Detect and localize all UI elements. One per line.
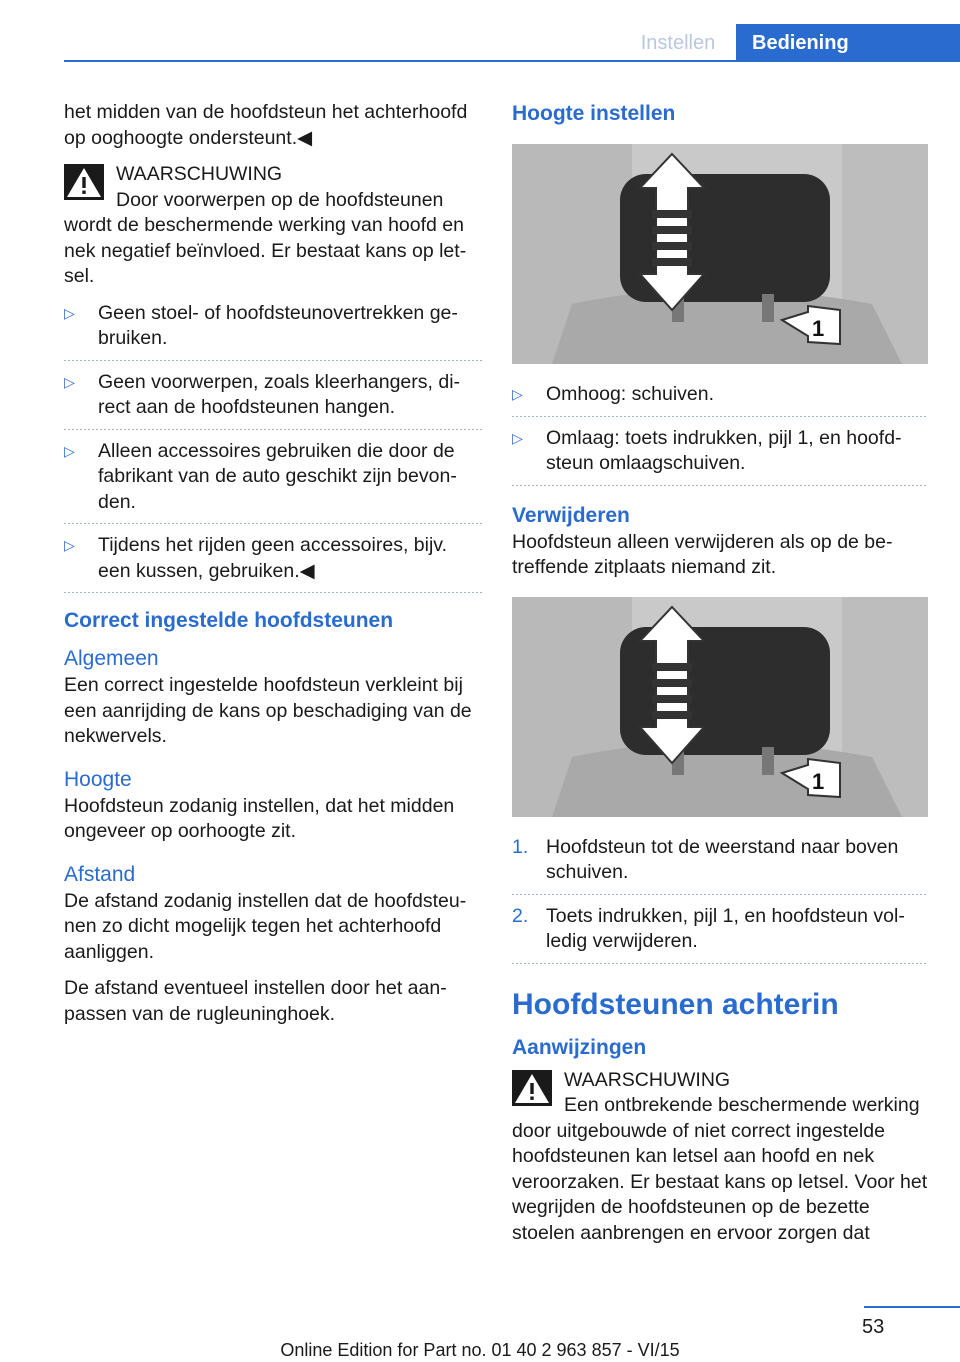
triangle-bullet-icon: ▷ [64, 537, 75, 553]
list-item: ▷ Tijdens het rijden geen accessoires, bijv. een kussen, gebruiken.◀ [64, 533, 484, 593]
figure-callout-label: 1 [812, 768, 825, 794]
hoogte-list [512, 382, 928, 486]
remove-steps [512, 835, 928, 964]
triangle-bullet-icon: ▷ [64, 373, 75, 390]
left-column [64, 100, 484, 1038]
triangle-bullet-icon: ▷ [64, 304, 75, 321]
list-item: ▷ Geen stoel- of hoofdsteunovertrekken gebruiken. [64, 301, 484, 361]
warning-block [64, 162, 484, 290]
warning-icon [64, 164, 104, 200]
figure-callout-label: 1 [812, 316, 825, 341]
tab-bediening[interactable]: Bediening [736, 24, 960, 62]
chapter-title: Hoofdsteunen achterin [512, 987, 839, 1021]
headrest-remove-figure [512, 597, 928, 817]
footer-edition: Online Edition for Part no. 01 40 2 963 857 - VI/15 [280, 1340, 680, 1360]
hoogte-text: Hoofdsteun zodanig instellen, dat het midden ongeveer op oorhoogte zit. [64, 794, 455, 842]
heading-aanwijzingen: Aanwijzingen [512, 1035, 647, 1059]
headrest-height-figure [512, 144, 928, 364]
intro-text: het midden van de hoofdsteun het achterhoofd op ooghoogte ondersteunt.◀ [64, 101, 468, 149]
list-item: 1. Hoofdsteun tot de weerstand naar boven schuiven. [512, 835, 928, 895]
section-title-correct: Correct ingestelde hoofdsteunen [64, 609, 394, 632]
warning-title: WAARSCHUWING [564, 1068, 731, 1091]
heading-hoogte-instellen: Hoogte instellen [512, 102, 676, 125]
heading-hoogte: Hoogte [64, 767, 132, 791]
afstand-text-2: De afstand eventueel instellen door het aanpassen van de rugleuninghoek. [64, 977, 447, 1025]
triangle-bullet-icon: ▷ [512, 429, 523, 446]
page-number: 53 [862, 1316, 885, 1338]
heading-afstand: Afstand [64, 862, 136, 886]
heading-algemeen: Algemeen [64, 647, 159, 670]
warning-list [64, 301, 484, 594]
right-column [512, 100, 928, 1257]
afstand-text-1: De afstand zodanig instellen dat de hoofdsteunen zo dicht mogelijk tegen het achterhoofd aanliggen. [64, 889, 467, 963]
tab-instellen[interactable]: Instellen [640, 32, 716, 54]
warning-text: Een ontbrekende beschermende werking door uitgebouwde of niet correct ingestelde hoofdsteunen kan letsel aan hoofd en nek veroorzaken. Er bestaat kans op letsel. Voor het wegrijden de hoofdsteunen op de bezette stoelen aanbrengen en ervoor zorgen dat [512, 1094, 928, 1244]
list-item: ▷ Geen voorwerpen, zoals kleerhangers, direct aan de hoofdsteunen hangen. [64, 370, 484, 430]
heading-verwijderen: Verwijderen [512, 503, 630, 527]
list-item: 2. Toets indrukken, pijl 1, en hoofdsteun volledig verwijderen. [512, 904, 928, 964]
warning-title: WAARSCHUWING [116, 163, 283, 185]
verwijderen-text: Hoofdsteun alleen verwijderen als op de betreffende zitplaats niemand zit. [512, 530, 893, 578]
triangle-bullet-icon: ▷ [64, 442, 75, 459]
list-item: ▷ Omhoog: schuiven. [512, 382, 928, 417]
warning-icon [512, 1070, 552, 1106]
list-item: ▷ Omlaag: toets indrukken, pijl 1, en hoofdsteun omlaagschuiven. [512, 426, 928, 486]
list-item: ▷ Alleen accessoires gebruiken die door de fabrikant van de auto geschikt zijn bevonden. [64, 439, 484, 525]
footer-rule [864, 1306, 960, 1308]
warning-block [512, 1068, 928, 1247]
warning-text: Door voorwerpen op de hoofdsteunen wordt de beschermende werking van hoofd en nek negatief beïnvloed. Er bestaat kans op letsel. [64, 188, 467, 287]
triangle-bullet-icon: ▷ [512, 386, 523, 402]
header-rule [64, 60, 960, 62]
algemeen-text: Een correct ingestelde hoofdsteun verkleint bij een aanrijding de kans op beschadiging van de nekwervels. [64, 674, 472, 747]
